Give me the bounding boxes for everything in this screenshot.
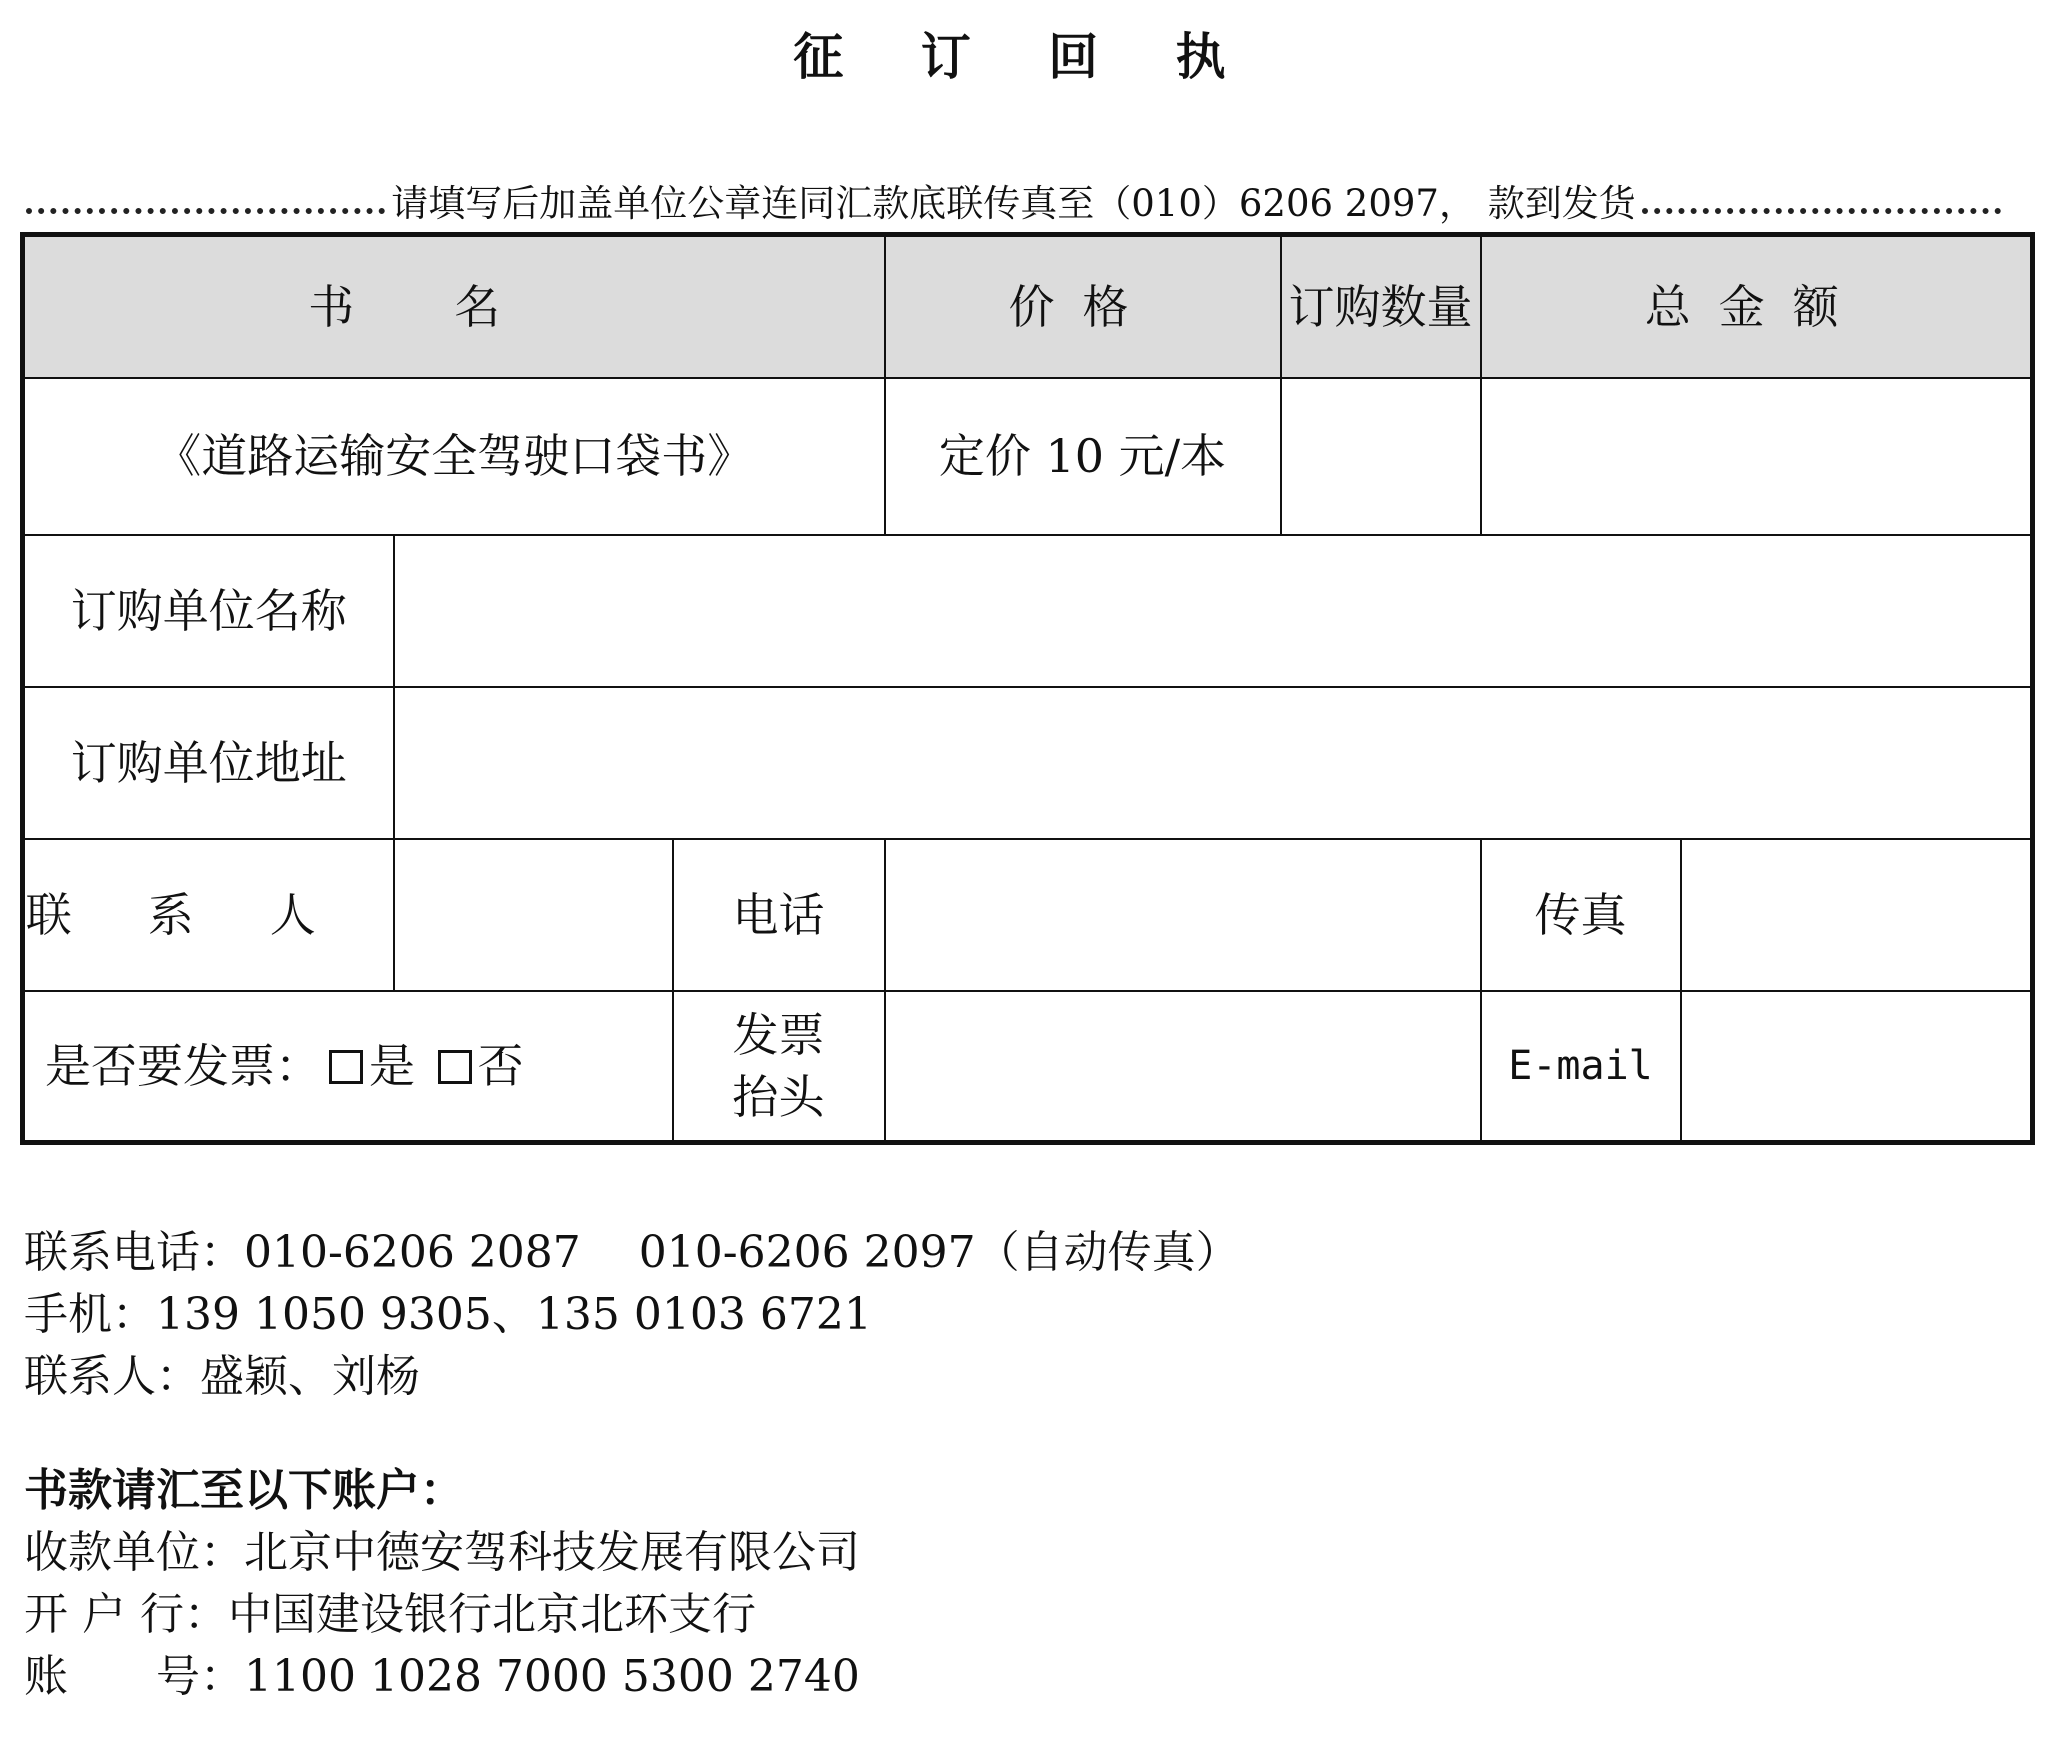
header-quantity: 订购数量 [1281, 235, 1481, 378]
invoice-no-label: 否 [477, 1038, 524, 1093]
footer-spacer [24, 1408, 1240, 1460]
page-title: 征 订 回 执 [793, 28, 1256, 86]
contact-label: 联系人 [23, 839, 394, 991]
contact-mobile: 手机：139 1050 9305、135 0103 6721 [24, 1289, 872, 1340]
org-name-row [23, 535, 2033, 687]
header-row [23, 235, 2033, 378]
invoice-yes-label: 是 [369, 1038, 415, 1093]
phone-label: 电话 [673, 839, 885, 991]
invoice-title-label-line1: 发票 [732, 1007, 825, 1062]
contact-phone: 联系电话：010-6206 2087 010-6206 2097（自动传真） [24, 1227, 1240, 1278]
payment-heading: 书款请汇至以下账户： [24, 1465, 464, 1516]
header-book-name: 书名 [23, 235, 885, 378]
invoice-question-label: 是否要发票： [45, 1038, 321, 1093]
instruction-line [26, 176, 2001, 232]
contact-person: 联系人：盛颖、刘杨 [24, 1351, 420, 1402]
payment-payee: 收款单位：北京中德安驾科技发展有限公司 [24, 1527, 860, 1578]
book-name-cell: 《道路运输安全驾驶口袋书》 [23, 378, 885, 535]
org-name-input-cell[interactable] [394, 535, 2033, 687]
invoice-title-input-cell[interactable] [885, 991, 1481, 1143]
contact-input-cell[interactable] [394, 839, 673, 991]
email-input-cell[interactable] [1681, 991, 2033, 1143]
invoice-title-label [673, 991, 885, 1143]
footer-info [24, 1222, 1240, 1708]
payment-account: 账 号：1100 1028 7000 5300 2740 [24, 1651, 860, 1702]
invoice-row [23, 991, 2033, 1143]
order-form-table [20, 232, 2035, 1145]
payment-bank: 开 户 行：中国建设银行北京北环支行 [24, 1589, 756, 1640]
invoice-question-cell [23, 991, 673, 1143]
invoice-no-checkbox[interactable] [438, 1050, 472, 1084]
org-address-row [23, 687, 2033, 839]
book-price-cell: 定价 10 元/本 [885, 378, 1281, 535]
book-row [23, 378, 2033, 535]
header-price: 价格 [885, 235, 1281, 378]
contact-row [23, 839, 2033, 991]
instruction-text: 请填写后加盖单位公章连同汇款底联传真至（010）6206 2097， 款到发货 [391, 182, 1636, 225]
dotted-leader-left [26, 208, 385, 214]
header-total: 总金额 [1481, 235, 2033, 378]
total-input-cell[interactable] [1481, 378, 2033, 535]
fax-input-cell[interactable] [1681, 839, 2033, 991]
email-label: E-mail [1481, 991, 1681, 1143]
org-name-label: 订购单位名称 [23, 535, 394, 687]
quantity-input-cell[interactable] [1281, 378, 1481, 535]
org-address-label: 订购单位地址 [23, 687, 394, 839]
invoice-title-label-line2: 抬头 [732, 1069, 825, 1124]
fax-label: 传真 [1481, 839, 1681, 991]
dotted-leader-right [1642, 208, 2001, 214]
phone-input-cell[interactable] [885, 839, 1481, 991]
invoice-yes-checkbox[interactable] [329, 1050, 363, 1084]
org-address-input-cell[interactable] [394, 687, 2033, 839]
